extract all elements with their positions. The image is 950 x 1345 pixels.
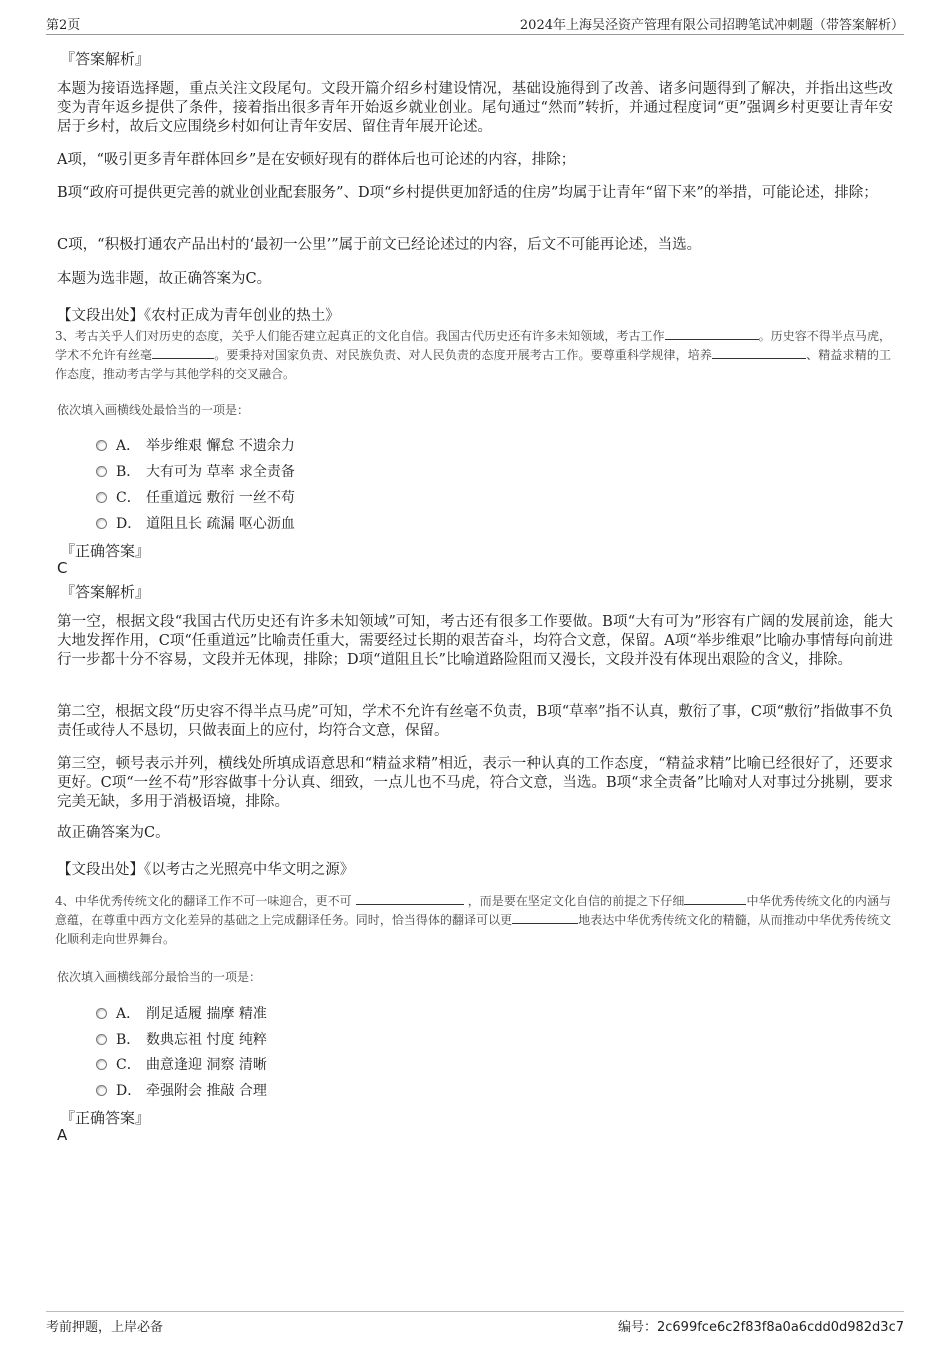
option-letter: C． <box>116 1057 141 1073</box>
option-letter: B． <box>116 1032 141 1048</box>
option-b[interactable] <box>96 1029 267 1049</box>
question-text: 地表达中华优秀传统文化的精髓，从而推动中华优秀传统文化顺利走向世界舞台。 <box>55 913 891 946</box>
option-d[interactable] <box>96 513 295 533</box>
option-letter: C． <box>116 490 141 506</box>
option-text: 举步维艰 懈怠 不遗余力 <box>146 438 295 454</box>
option-text: 削足适履 揣摩 精准 <box>146 1006 267 1022</box>
fill-blank <box>684 892 746 905</box>
option-text: 数典忘祖 忖度 纯粹 <box>146 1032 267 1048</box>
question-3-stem <box>55 327 891 384</box>
option-letter: A． <box>116 438 141 454</box>
fill-blank <box>356 892 464 905</box>
question-text: 、精益求精的工作态度，推动考古学与其他学科的交叉融合。 <box>55 348 891 381</box>
analysis-label: 『答案解析』 <box>60 50 151 68</box>
code-label: 编号： <box>617 1320 657 1335</box>
analysis-paragraph: 故正确答案为C。 <box>57 825 170 841</box>
analysis-paragraph: 第三空，顿号表示并列，横线处所填成语意思和“精益求精”相近，表示一种认真的工作态度，“精益求精”比喻已经很好了，还要求更好。C项“一丝不苟”形容做事十分认真、细致，一点儿也不马虎，符合文意，当选。B项“求全责备”比喻对人对事过分挑剔，要求完美无缺，多用于消极语境，排除。 <box>57 756 893 810</box>
option-a[interactable] <box>96 435 295 455</box>
option-text: 任重道远 敷衍 一丝不苟 <box>146 490 295 506</box>
correct-answer: A <box>57 1126 68 1144</box>
analysis-paragraph: 第一空，根据文段“我国古代历史还有许多未知领域”可知，考古还有很多工作要做。B项“大有可为”形容有广阔的发展前途，能大大地发挥作用，C项“任重道远”比喻责任重大，需要经过长期的艰苦奋斗，均符合文意，保留。A项“举步维艰”比喻办事情每向前进行一步都十分不容易，文段并无体现，排除；D项“道阻且长”比喻道路险阻而又漫长，文段并没有体现出艰险的含义，排除。 <box>57 614 893 668</box>
fill-blank <box>665 327 759 340</box>
option-text: 曲意逢迎 洞察 清晰 <box>146 1057 267 1073</box>
option-b[interactable] <box>96 461 295 481</box>
analysis-label: 『答案解析』 <box>60 583 151 601</box>
analysis-paragraph: 本题为选非题，故正确答案为C。 <box>57 271 272 287</box>
correct-answer-label: 『正确答案』 <box>60 1109 151 1127</box>
radio-icon[interactable] <box>96 1008 107 1019</box>
code-value: 2c699fce6c2f83f8a0a6cdd0d982d3c7 <box>656 1320 904 1335</box>
page-number: 第2页 <box>46 18 81 33</box>
radio-icon[interactable] <box>96 466 107 477</box>
fill-blank <box>152 346 214 359</box>
page-footer <box>46 1311 904 1334</box>
footer-slogan: 考前押题，上岸必备 <box>46 1320 164 1335</box>
option-text: 大有可为 草率 求全责备 <box>146 464 295 480</box>
option-c[interactable] <box>96 487 295 507</box>
passage-source: 【文段出处】《以考古之光照亮中华文明之源》 <box>57 862 355 878</box>
question-text: 4、中华优秀传统文化的翻译工作不可一味迎合，更不可 <box>55 894 352 908</box>
passage-source: 【文段出处】《农村正成为青年创业的热土》 <box>57 308 340 324</box>
radio-icon[interactable] <box>96 1085 107 1096</box>
radio-icon[interactable] <box>96 518 107 529</box>
analysis-paragraph: A项，“吸引更多青年群体回乡”是在安顿好现有的群体后也可论述的内容，排除； <box>57 152 576 168</box>
page-header <box>46 14 904 35</box>
option-text: 道阻且长 疏漏 呕心沥血 <box>146 516 295 532</box>
document-title: 2024年上海吴泾资产管理有限公司招聘笔试冲刺题（带答案解析） <box>519 18 904 33</box>
option-text: 牵强附会 推敲 合理 <box>146 1083 267 1099</box>
question-prompt: 依次填入画横线部分最恰当的一项是： <box>57 970 262 984</box>
question-prompt: 依次填入画横线处最恰当的一项是： <box>57 403 250 417</box>
fill-blank <box>512 911 578 924</box>
radio-icon[interactable] <box>96 1034 107 1045</box>
document-code <box>618 1316 904 1335</box>
analysis-paragraph: C项，“积极打通农产品出村的‘最初一公里’”属于前文已经论述过的内容，后文不可能再论述，当选。 <box>57 237 702 253</box>
option-letter: D． <box>116 1083 142 1099</box>
question-text: ，而是要在坚定文化自信的前提之下仔细 <box>467 894 685 908</box>
radio-icon[interactable] <box>96 492 107 503</box>
question-text: 。要秉持对国家负责、对民族负责、对人民负责的态度开展考古工作。要尊重科学规律，培养 <box>214 348 712 362</box>
radio-icon[interactable] <box>96 1059 107 1070</box>
correct-answer-label: 『正确答案』 <box>60 542 151 560</box>
question-text: 中华优秀传统文化的内涵与意蕴，在尊重中西方文化差异的基础之上完成翻译任务。同时，恰当得体的翻译可以更 <box>55 894 891 927</box>
fill-blank <box>712 346 806 359</box>
option-letter: A． <box>116 1006 141 1022</box>
question-text: 3、考古关乎人们对历史的态度，关乎人们能否建立起真正的文化自信。我国古代历史还有许多未知领域，考古工作 <box>55 329 665 343</box>
analysis-paragraph: 本题为接语选择题，重点关注文段尾句。文段开篇介绍乡村建设情况，基础设施得到了改善、诸多问题得到了解决，并指出这些改变为青年返乡提供了条件，接着指出很多青年开始返乡就业创业。尾句通过“然而”转折，并通过程度词“更”强调乡村更要让青年安居于乡村，故后文应围绕乡村如何让青年安居、留住青年展开论述。 <box>57 81 893 135</box>
option-letter: D． <box>116 516 142 532</box>
option-d[interactable] <box>96 1080 267 1100</box>
correct-answer: C <box>57 559 68 577</box>
analysis-paragraph: 第二空，根据文段“历史容不得半点马虎”可知，学术不允许有丝毫不负责，B项“草率”指不认真，敷衍了事，C项“敷衍”指做事不负责任或待人不恳切，只做表面上的应付，均符合文意，保留。 <box>57 704 893 739</box>
question-text: 。历史容不得半点马虎，学术不允许有丝毫 <box>55 329 891 362</box>
analysis-paragraph: B项“政府可提供更完善的就业创业配套服务”、D项“乡村提供更加舒适的住房”均属于让青年“留下来”的举措，可能论述，排除； <box>57 185 878 201</box>
option-a[interactable] <box>96 1003 267 1023</box>
option-letter: B． <box>116 464 141 480</box>
option-c[interactable] <box>96 1054 267 1074</box>
question-4-stem <box>55 892 891 949</box>
radio-icon[interactable] <box>96 440 107 451</box>
